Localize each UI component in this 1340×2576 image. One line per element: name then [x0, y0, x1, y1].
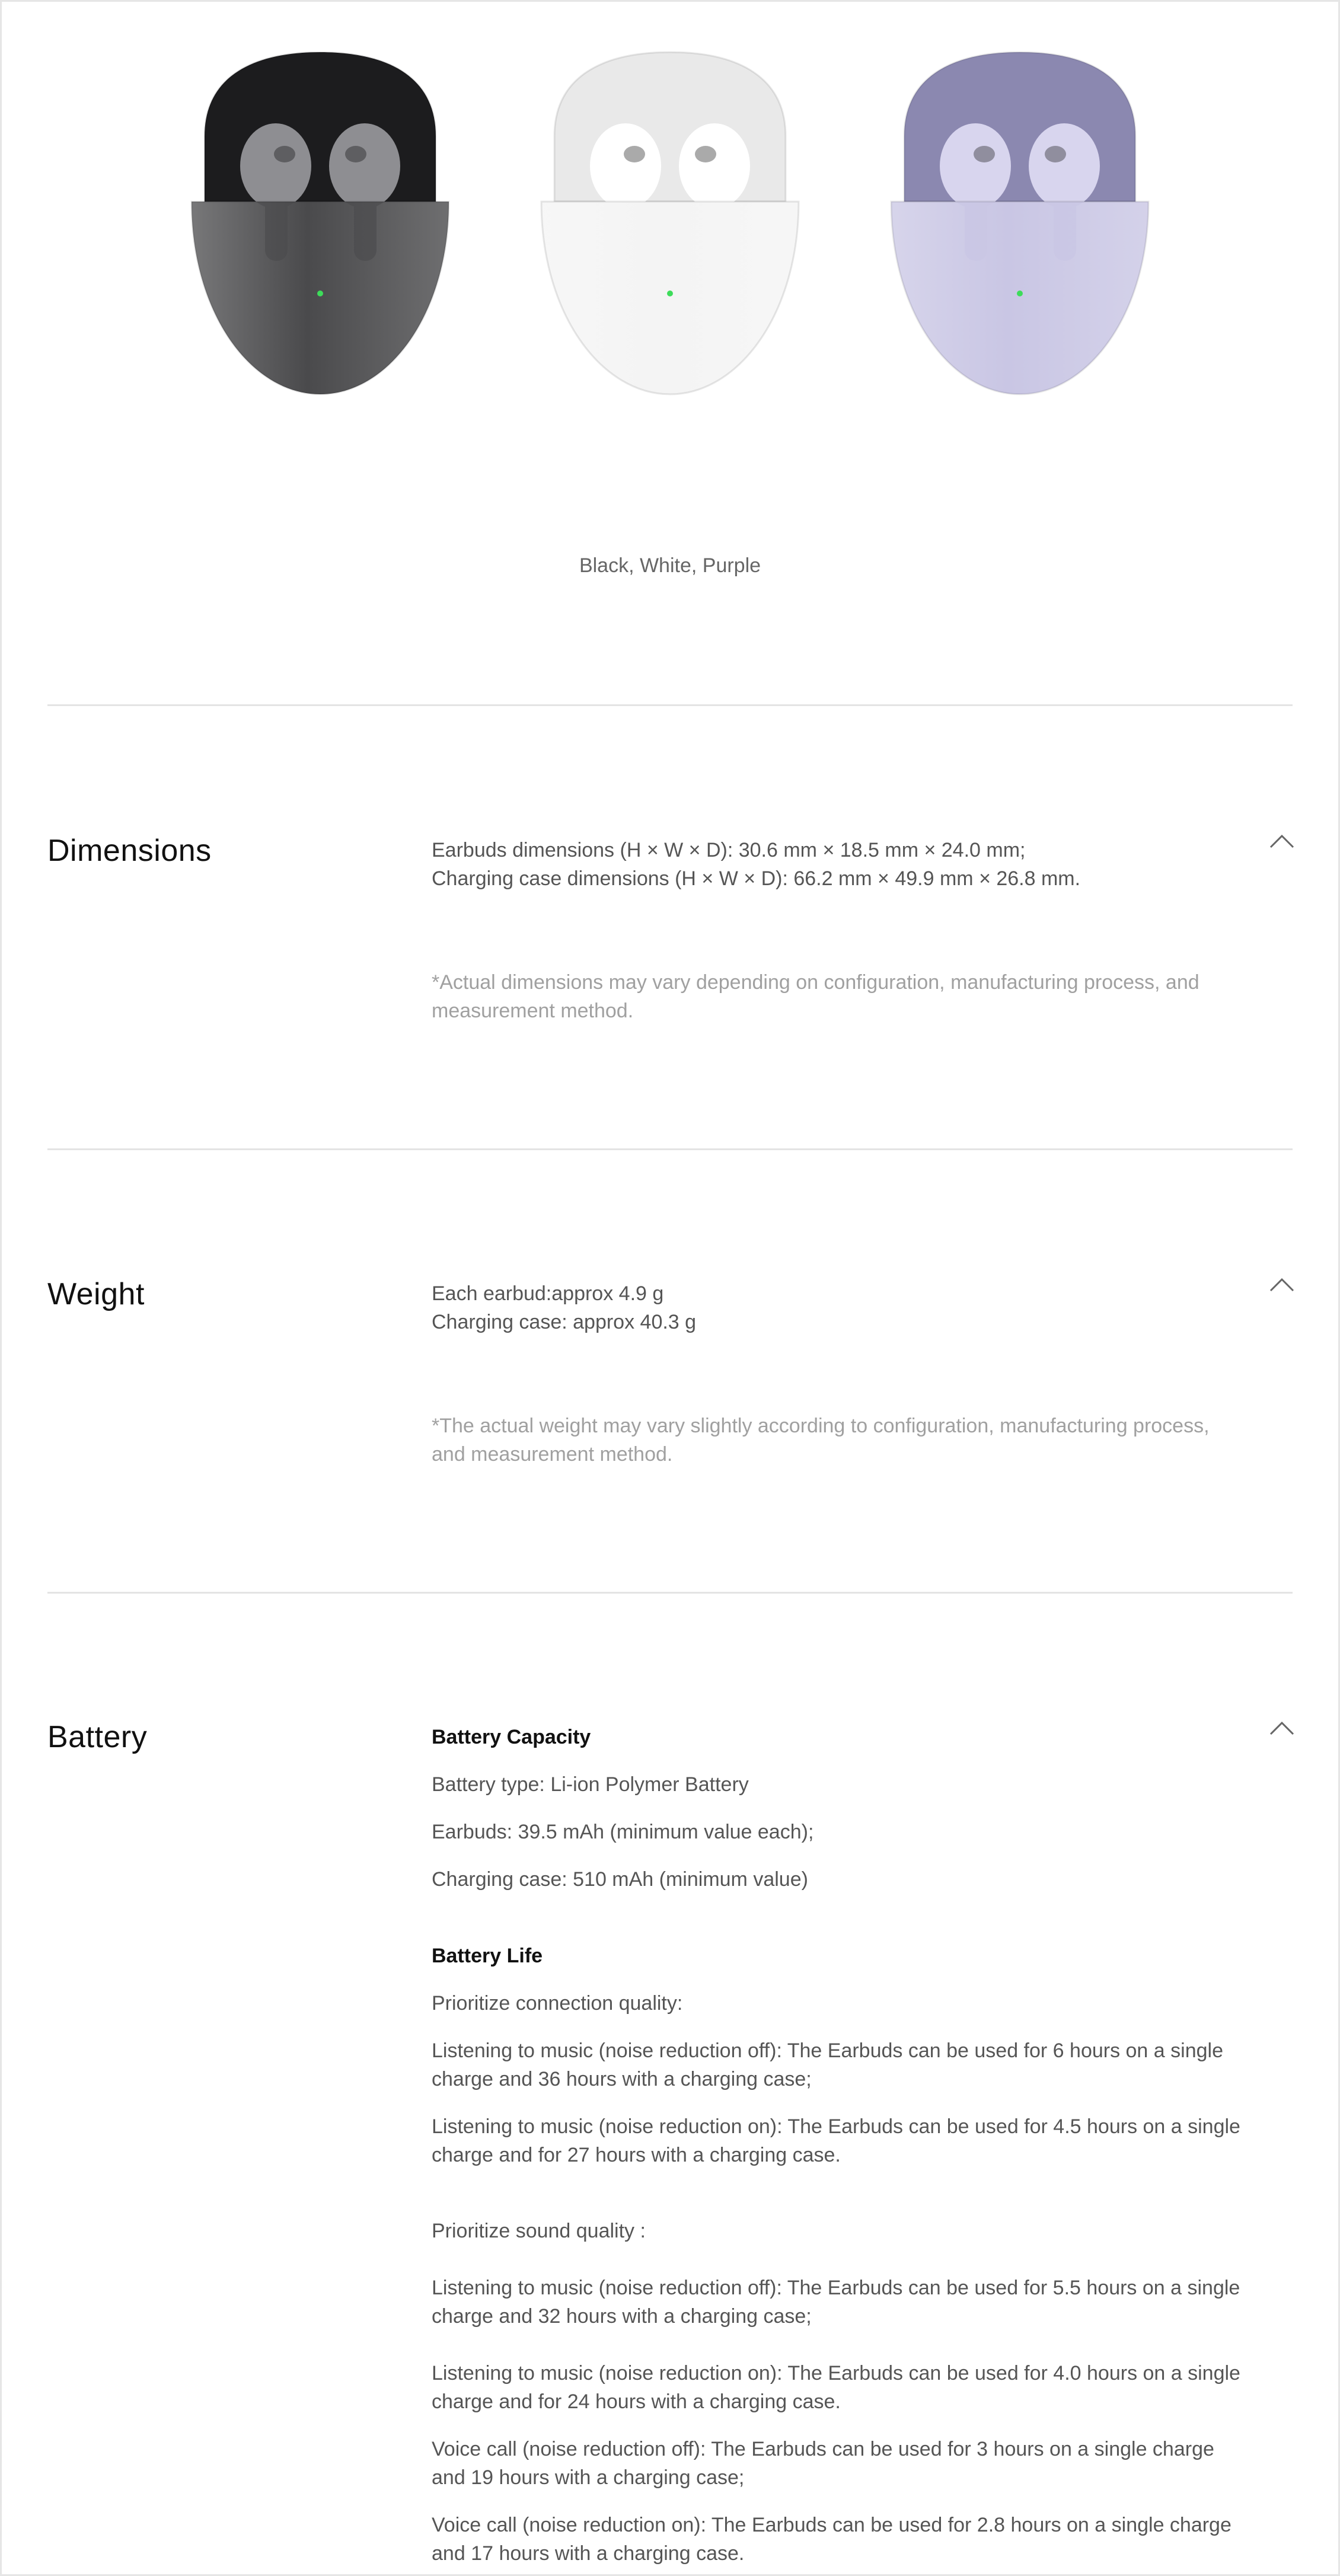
dimensions-case: Charging case dimensions (H × W × D): 66.2 mm × 49.9 mm × 26.8 mm. — [432, 867, 1081, 890]
connection-music-anc-off: Listening to music (noise reduction off): The Earbuds can be used for 6 hours on a single charge and 36 hours with a charging case; — [432, 2039, 1223, 2090]
weight-title: Weight — [47, 1277, 145, 1311]
voice-call-anc-off: Voice call (noise reduction off): The Earbuds can be used for 3 hours on a single charge and 19 hours with a charging case; — [432, 2438, 1214, 2489]
battery-case: Charging case: 510 mAh (minimum value) — [432, 1868, 808, 1891]
purple-case-image — [886, 47, 1153, 397]
sound-music-anc-off: Listening to music (noise reduction off): The Earbuds can be used for 5.5 hours on a single charge and 32 hours with a charging case; — [432, 2277, 1240, 2328]
dimensions-note: *Actual dimensions may vary depending on configuration, manufacturing process, and measurement method. — [432, 971, 1199, 1022]
weight-earbud: Each earbud:approx 4.9 g — [432, 1282, 664, 1305]
dimensions-title: Dimensions — [47, 834, 212, 868]
connection-music-anc-on: Listening to music (noise reduction on): The Earbuds can be used for 4.5 hours on a single charge and for 27 hours with a charging case. — [432, 2115, 1240, 2166]
battery-earbuds: Earbuds: 39.5 mAh (minimum value each); — [432, 1821, 814, 1843]
voice-call-anc-on: Voice call (noise reduction on): The Earbuds can be used for 2.8 hours on a single charge and 17 hours with a charging case. — [432, 2514, 1231, 2565]
chevron-up-icon[interactable] — [1269, 1719, 1295, 1737]
divider — [47, 1592, 1293, 1594]
weight-note: *The actual weight may vary slightly according to configuration, manufacturing process, and measurement method. — [432, 1415, 1210, 1466]
weight-case: Charging case: approx 40.3 g — [432, 1311, 697, 1333]
chevron-up-icon[interactable] — [1269, 1275, 1295, 1293]
dimensions-content — [432, 836, 1244, 893]
colors-caption: Black, White, Purple — [579, 554, 761, 577]
battery-capacity-heading: Battery Capacity — [432, 1726, 591, 1748]
sound-quality-heading: Prioritize sound quality : — [432, 2220, 646, 2242]
chevron-up-icon[interactable] — [1269, 832, 1295, 850]
sound-music-anc-on: Listening to music (noise reduction on): The Earbuds can be used for 4.0 hours on a single charge and for 24 hours with a charging case. — [432, 2362, 1240, 2413]
weight-content — [432, 1279, 1244, 1336]
battery-life-heading: Battery Life — [432, 1945, 543, 1967]
dimensions-earbuds: Earbuds dimensions (H × W × D): 30.6 mm × 18.5 mm × 24.0 mm; — [432, 839, 1026, 861]
battery-title: Battery — [47, 1720, 148, 1754]
color-variants — [0, 0, 1340, 415]
divider — [47, 1148, 1293, 1150]
white-case-image — [537, 47, 803, 397]
black-case-image — [187, 47, 454, 397]
connection-quality-heading: Prioritize connection quality: — [432, 1992, 683, 2015]
battery-type: Battery type: Li-ion Polymer Battery — [432, 1773, 749, 1796]
divider — [47, 704, 1293, 706]
